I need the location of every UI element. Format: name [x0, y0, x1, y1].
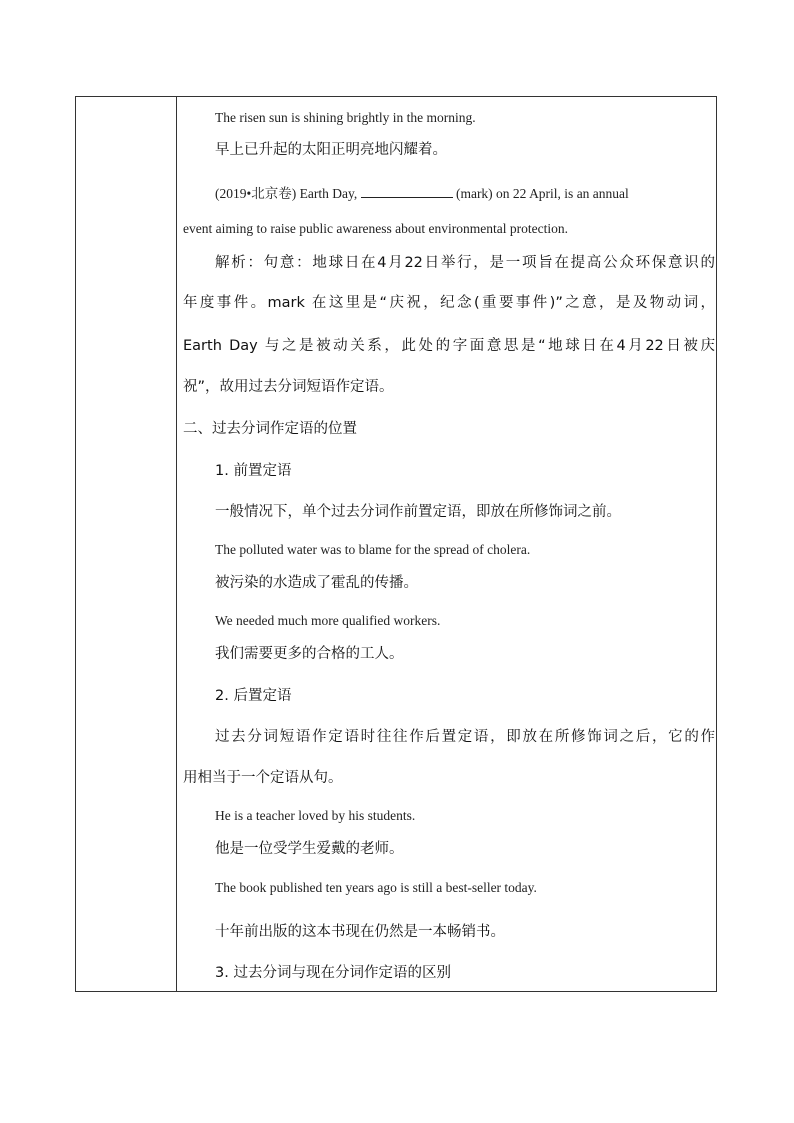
question-line-2: event aiming to raise public awareness about environmental protection. [183, 221, 569, 236]
subsection-2-heading: 2. 后置定语 [215, 688, 292, 704]
question-line-1 [215, 182, 629, 202]
question-source: (2019•北京卷) Earth Day, [215, 186, 358, 201]
example-1-chinese: 早上已升起的太阳正明亮地闪耀着。 [215, 142, 447, 158]
subsection-2-description-2: 用相当于一个定语从句。 [183, 770, 343, 786]
example-4-chinese: 他是一位受学生爱戴的老师。 [215, 841, 404, 857]
analysis-line-1: 解析：句意：地球日在4月22日举行，是一项旨在提高公众环保意识的 [215, 255, 715, 271]
example-5-chinese: 十年前出版的这本书现在仍然是一本畅销书。 [215, 924, 505, 940]
analysis-line-3: Earth Day 与之是被动关系，此处的字面意思是“地球日在4月22日被庆 [183, 338, 715, 354]
subsection-1-heading: 1. 前置定语 [215, 463, 292, 479]
example-1-english: The risen sun is shining brightly in the morning. [215, 110, 476, 125]
example-2-chinese: 被污染的水造成了霍乱的传播。 [215, 575, 418, 591]
column-divider [176, 97, 177, 991]
example-3-english: We needed much more qualified workers. [215, 613, 441, 628]
example-2-english: The polluted water was to blame for the spread of cholera. [215, 542, 531, 557]
subsection-3-heading: 3. 过去分词与现在分词作定语的区别 [215, 965, 451, 981]
subsection-2-description-1: 过去分词短语作定语时往往作后置定语，即放在所修饰词之后，它的作 [215, 729, 715, 745]
question-rest: (mark) on 22 April, is an annual [455, 186, 629, 201]
subsection-1-description: 一般情况下，单个过去分词作前置定语，即放在所修饰词之前。 [215, 504, 621, 520]
example-5-english: The book published ten years ago is still a best-seller today. [215, 880, 537, 895]
answer-blank[interactable] [361, 187, 453, 198]
section-2-heading: 二、过去分词作定语的位置 [183, 421, 357, 437]
example-4-english: He is a teacher loved by his students. [215, 808, 416, 823]
example-3-chinese: 我们需要更多的合格的工人。 [215, 646, 404, 662]
analysis-line-4: 祝”，故用过去分词短语作定语。 [183, 379, 394, 395]
analysis-line-2: 年度事件。mark 在这里是“庆祝，纪念(重要事件)”之意，是及物动词， [183, 295, 715, 311]
